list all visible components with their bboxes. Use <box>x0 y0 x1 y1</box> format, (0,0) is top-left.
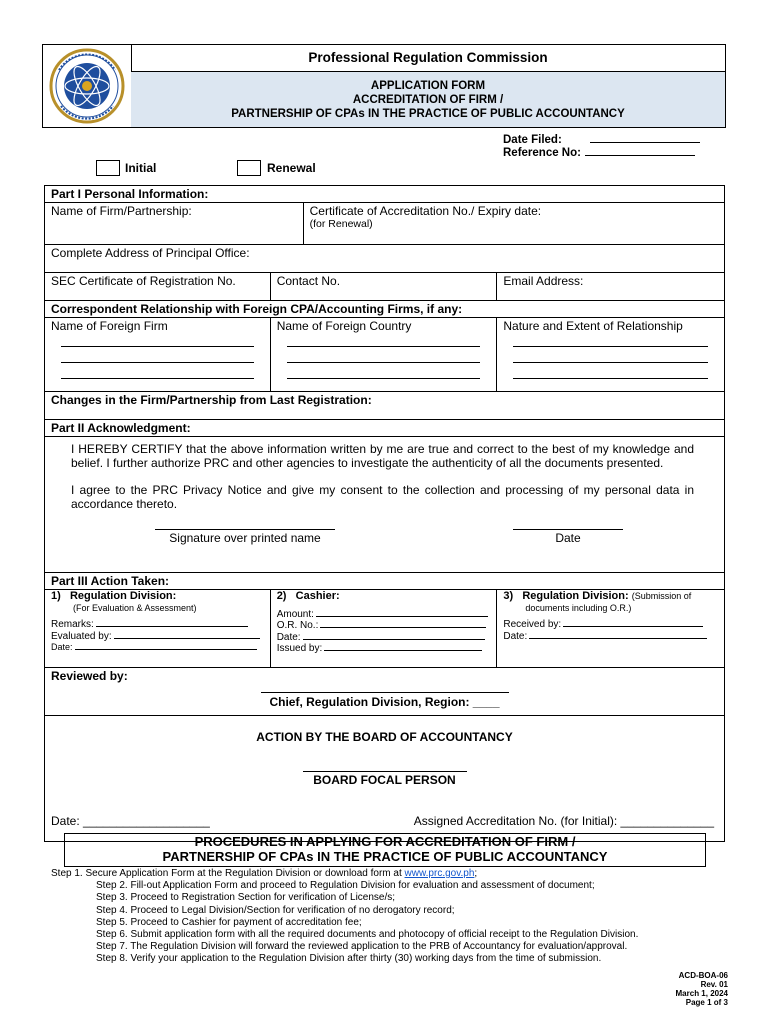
renewal-checkbox[interactable] <box>237 160 261 176</box>
form-title <box>131 72 725 127</box>
reviewed-by-line[interactable] <box>261 692 509 693</box>
evaluated-by-field[interactable] <box>114 638 260 639</box>
cert-accreditation-field[interactable] <box>303 203 724 245</box>
contact-field[interactable] <box>270 273 497 301</box>
chief-label: Chief, Regulation Division, Region: ____ <box>269 695 500 709</box>
changes-field[interactable] <box>45 392 725 420</box>
regulation-submission-cell <box>497 590 725 668</box>
step-7: Step 7. The Regulation Division will forward the reviewed application to the PRB of Accountancy for evaluation/approval. <box>96 941 628 953</box>
reference-no-field[interactable] <box>585 155 695 156</box>
form-footer <box>676 971 728 1007</box>
received-by-field[interactable] <box>563 626 703 627</box>
firm-name-field[interactable] <box>45 203 304 245</box>
changes-label: Changes in the Firm/Partnership from Last Registration: <box>51 393 372 407</box>
form-title-line2: ACCREDITATION OF FIRM / <box>352 94 504 106</box>
board-action-section <box>45 716 725 842</box>
procedures-title-line2: PARTNERSHIP OF CPAs IN THE PRACTICE OF PUBLIC ACCOUNTANCY <box>162 849 608 864</box>
step-5: Step 5. Proceed to Cashier for payment of accreditation fee; <box>96 916 362 928</box>
address-label: Complete Address of Principal Office: <box>51 246 250 260</box>
cert-renewal-note: (for Renewal) <box>309 218 373 230</box>
part1-title: Part I Personal Information: <box>45 186 725 203</box>
issued-by-label: Issued by: <box>276 643 323 654</box>
step2-num: 2) <box>276 590 287 602</box>
or-no-label: O.R. No.: <box>276 620 319 631</box>
filing-meta <box>503 134 700 160</box>
or-no-field[interactable] <box>320 627 486 628</box>
form-code: ACD-BOA-06 <box>678 971 728 980</box>
step-3: Step 3. Proceed to Registration Section for verification of License/s; <box>96 892 396 904</box>
step-6: Step 6. Submit application form with all the required documents and photocopy of official receipt to the Regulation Division. <box>96 929 639 941</box>
step-2: Step 2. Fill-out Application Form and proceed to Regulation Division for evaluation and assessment of document; <box>96 880 595 892</box>
step-1-end: ; <box>474 868 478 879</box>
sec-label: SEC Certificate of Registration No. <box>51 274 236 288</box>
received-date-label: Date: <box>503 630 528 642</box>
contact-label: Contact No. <box>276 274 341 288</box>
foreign-firm-field[interactable] <box>45 318 271 392</box>
amount-field[interactable] <box>316 616 488 617</box>
regulation-division-title: Regulation Division: <box>69 590 177 602</box>
signature-line[interactable] <box>155 529 335 530</box>
firm-name-label: Name of Firm/Partnership: <box>51 204 192 218</box>
renewal-label: Renewal <box>267 161 316 175</box>
signature-label: Signature over printed name <box>169 531 321 545</box>
org-name: Professional Regulation Commission <box>131 45 725 72</box>
focal-person-line[interactable] <box>303 771 467 772</box>
step1-num: 1) <box>51 590 61 602</box>
cert-accreditation-label: Certificate of Accreditation No./ Expiry date: <box>309 204 542 218</box>
form-title-line1: APPLICATION FORM <box>370 80 486 92</box>
initial-label: Initial <box>125 161 157 175</box>
submission-note-1: (Submission of <box>631 591 692 601</box>
revision-date: March 1, 2024 <box>675 989 728 998</box>
email-label: Email Address: <box>503 274 584 288</box>
sec-field[interactable] <box>45 273 271 301</box>
foreign-firm-label: Name of Foreign Firm <box>51 319 168 333</box>
evaluation-date-label: Date: <box>51 642 73 652</box>
board-action-title: ACTION BY THE BOARD OF ACCOUNTANCY <box>256 730 513 744</box>
part2-title: Part II Acknowledgment: <box>45 420 725 437</box>
focal-person-label: BOARD FOCAL PERSON <box>313 773 456 787</box>
relationship-field[interactable] <box>497 318 725 392</box>
cashier-cell <box>270 590 497 668</box>
logo-cell <box>43 45 132 127</box>
acknowledgment-section <box>45 437 725 573</box>
email-field[interactable] <box>497 273 725 301</box>
application-form-table <box>44 185 725 842</box>
cashier-date-label: Date: <box>276 631 301 643</box>
prc-seal-icon <box>47 48 127 124</box>
reviewed-section <box>45 668 725 716</box>
cashier-date-field[interactable] <box>303 639 485 640</box>
issued-by-field[interactable] <box>324 650 482 651</box>
date-filed-field[interactable] <box>590 142 700 143</box>
cashier-title: Cashier: <box>295 590 340 602</box>
step-4: Step 4. Proceed to Legal Division/Section for verification of no derogatory record; <box>96 904 455 916</box>
form-header <box>42 44 726 128</box>
foreign-country-label: Name of Foreign Country <box>276 319 412 333</box>
sign-date-line[interactable] <box>513 529 623 530</box>
step3-num: 3) <box>503 590 514 602</box>
revision: Rev. 01 <box>700 980 728 989</box>
privacy-paragraph: I agree to the PRC Privacy Notice and give my consent to the collection and processing of my personal data in accordance thereto. <box>71 483 694 511</box>
evaluation-date-field[interactable] <box>75 649 257 650</box>
step-1-text: Step 1. Secure Application Form at the Regulation Division or download form at <box>51 868 405 879</box>
correspondent-title: Correspondent Relationship with Foreign CPA/Accounting Firms, if any: <box>45 301 725 318</box>
initial-checkbox[interactable] <box>96 160 120 176</box>
form-title-line3: PARTNERSHIP OF CPAs IN THE PRACTICE OF PUBLIC ACCOUNTANCY <box>231 108 625 120</box>
procedures-title <box>64 833 706 867</box>
received-date-field[interactable] <box>529 638 707 639</box>
step-8: Step 8. Verify your application to the Regulation Division after thirty (30) working days from the time of submission. <box>96 953 602 965</box>
sign-date-label: Date <box>555 531 581 545</box>
prc-website-link[interactable]: www.prc.gov.ph <box>404 868 475 879</box>
amount-label: Amount: <box>276 608 314 620</box>
remarks-label: Remarks: <box>51 619 94 630</box>
evaluated-by-label: Evaluated by: <box>51 630 112 642</box>
submission-note-2: documents including O.R.) <box>525 602 632 613</box>
foreign-country-field[interactable] <box>270 318 497 392</box>
board-date-field[interactable]: Date: ___________________ <box>51 814 210 828</box>
reviewed-by-label: Reviewed by: <box>51 669 128 683</box>
step-1 <box>51 868 638 880</box>
date-filed-label: Date Filed: <box>503 134 562 146</box>
regulation-division-title-2: Regulation Division: <box>522 590 629 602</box>
reference-no-label: Reference No: <box>503 147 581 159</box>
relationship-label: Nature and Extent of Relationship <box>503 319 683 333</box>
part3-title: Part III Action Taken: <box>45 573 725 590</box>
assigned-accreditation-field[interactable]: Assigned Accreditation No. (for Initial): ______________ <box>413 814 714 828</box>
procedure-steps <box>51 868 638 966</box>
received-by-label: Received by: <box>503 619 562 630</box>
remarks-field[interactable] <box>96 626 248 627</box>
procedures-title-line1: PROCEDURES IN APPLYING FOR ACCREDITATION OF FIRM / <box>194 834 576 849</box>
address-field[interactable] <box>45 245 725 273</box>
certify-paragraph: I HEREBY CERTIFY that the above information written by me are true and correct to the best of my knowledge and belief. I further authorize PRC and other agencies to investigate the authenticity of all the documents presented. <box>71 442 694 470</box>
page-number: Page 1 of 3 <box>685 998 728 1007</box>
regulation-evaluation-cell <box>45 590 271 668</box>
evaluation-note: (For Evaluation & Assessment) <box>73 602 197 613</box>
